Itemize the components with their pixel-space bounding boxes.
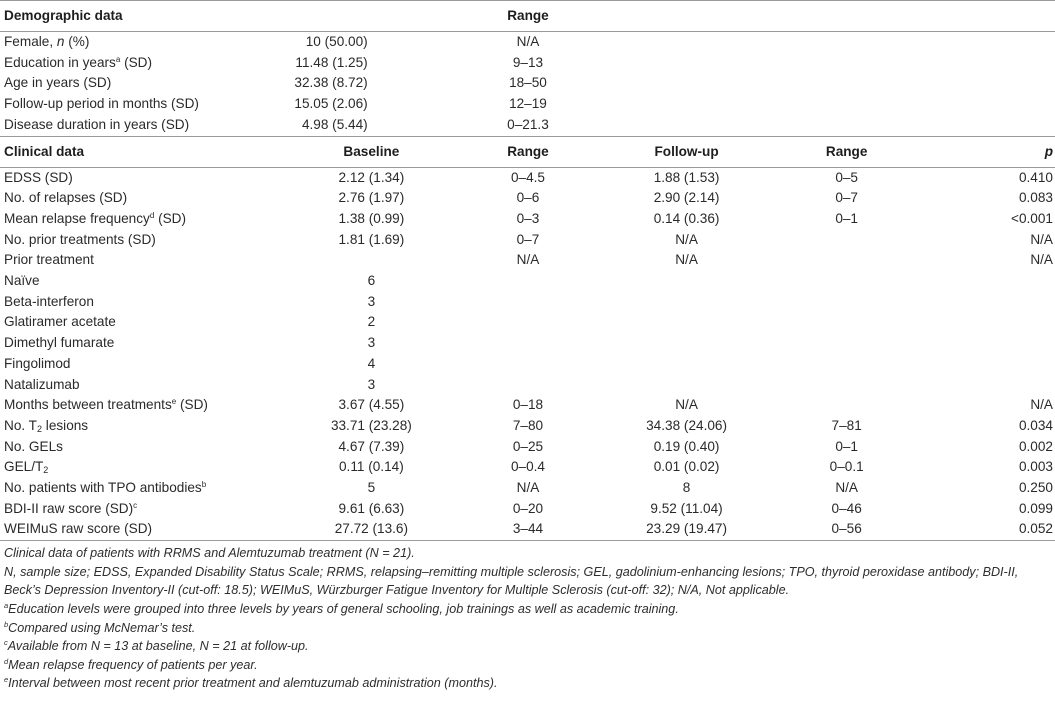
row-label <box>0 519 283 540</box>
baseline-range <box>456 292 597 313</box>
followup-range <box>773 395 917 416</box>
baseline-range: N/A <box>516 252 540 268</box>
followup-range: 0–1 <box>835 210 858 226</box>
baseline-value: 3 <box>367 376 376 392</box>
p-value: 0.083 <box>1018 190 1053 206</box>
baseline-value: 2.12 (1.34) <box>338 169 405 185</box>
label-tail: (SD) <box>120 54 153 70</box>
clinical-row <box>0 499 1055 520</box>
clinical-row <box>0 437 1055 458</box>
demographic-range: 12–19 <box>509 96 547 112</box>
p-value: N/A <box>1030 252 1053 268</box>
followup-value <box>596 354 773 375</box>
demographic-range: 18–50 <box>509 75 547 91</box>
baseline-range: 0–20 <box>512 500 544 516</box>
followup-range: 0–5 <box>835 169 858 185</box>
label-text: WEIMuS raw score (SD) <box>4 521 153 537</box>
demographic-title: Demographic data <box>0 1 283 32</box>
followup-range: 0–56 <box>773 519 917 540</box>
clinical-row <box>0 312 1055 333</box>
followup-range <box>773 271 917 292</box>
clinical-row <box>0 375 1055 396</box>
table-caption: Clinical data of patients with RRMS and Alemtuzumab treatment (N = 21). <box>4 546 415 561</box>
baseline-range <box>456 333 597 354</box>
label-text: No. T <box>4 417 37 433</box>
p-value: 0.410 <box>1018 169 1053 185</box>
followup-value: 0.14 (0.36) <box>653 210 720 226</box>
baseline-value: 27.72 (13.6) <box>283 519 456 540</box>
footnote-text: Interval between most recent prior treatment and alemtuzumab administration (months). <box>8 676 498 691</box>
label-text: EDSS (SD) <box>4 169 73 185</box>
followup-range: 0–0.1 <box>829 459 864 475</box>
clinical-row <box>0 230 1055 251</box>
label-text: Natalizumab <box>4 376 80 392</box>
footnote-text: Available from N = 13 at baseline, N = 21 at follow-up. <box>7 639 309 654</box>
followup-value: N/A <box>675 252 698 268</box>
baseline-range: 0–18 <box>512 397 544 413</box>
table-notes <box>0 541 1055 693</box>
subscript: 2 <box>37 423 43 434</box>
followup-range: N/A <box>835 480 858 496</box>
label-text: Naïve <box>4 273 40 289</box>
footnote-marker: a <box>115 54 121 64</box>
demographic-section <box>0 1 1055 137</box>
label-tail: lesions <box>42 417 89 433</box>
footnote <box>4 619 1055 638</box>
followup-value <box>596 312 773 333</box>
clinical-row <box>0 333 1055 354</box>
footnote <box>4 674 1055 693</box>
demographic-range-header: Range <box>456 1 597 32</box>
followup-range: 0–7 <box>835 190 858 206</box>
followup-value <box>596 292 773 313</box>
label-text: Female, <box>4 34 57 49</box>
followup-range: 0–46 <box>831 500 862 516</box>
range-header-baseline: Range <box>456 136 597 167</box>
p-value: 0.250 <box>1018 480 1053 496</box>
followup-value: N/A <box>675 231 698 247</box>
followup-value: 1.88 (1.53) <box>653 169 720 185</box>
clinical-row <box>0 457 1055 478</box>
p-value: 0.052 <box>916 519 1055 540</box>
p-value <box>916 333 1055 354</box>
footnotes-list <box>4 600 1055 693</box>
demographic-header-row <box>0 1 1055 32</box>
baseline-value: 0.11 (0.14) <box>339 459 404 475</box>
demographic-row <box>0 73 1055 94</box>
followup-value <box>596 333 773 354</box>
clinical-section <box>0 136 1055 541</box>
clinical-row <box>0 395 1055 416</box>
followup-range <box>773 250 917 271</box>
abbreviations-note: N, sample size; EDSS, Expanded Disability Status Scale; RRMS, relapsing–remitting multiple sclerosis; GEL, gadolinium-enhancing lesions; TPO, thyroid peroxidase antibody; BDI-II, Beck’s Depression Inventory-II (cut-off: 18.5); WEIMuS, Würzburger Fatigue Inventory for Multiple Sclerosis (cut-off: 32); N/A, Not applicable. <box>4 564 1019 598</box>
row-label <box>0 167 283 188</box>
demographic-value: 15.05 (2.06) <box>294 96 368 112</box>
p-value: 0.099 <box>1018 500 1053 516</box>
followup-range <box>773 333 917 354</box>
label-text: Dimethyl fumarate <box>4 335 115 351</box>
followup-range: 0–1 <box>835 438 858 454</box>
row-label <box>0 375 283 396</box>
baseline-range: 3–44 <box>456 519 597 540</box>
p-value-header: p <box>916 136 1055 167</box>
footnote-marker: c <box>133 500 138 510</box>
baseline-value: 3 <box>367 335 376 351</box>
footnote-marker: d <box>149 210 155 220</box>
footnote-mark: b <box>4 619 9 629</box>
label-text: No. patients with TPO antibodies <box>4 480 202 496</box>
label-text: Mean relapse frequency <box>4 210 150 226</box>
row-label <box>0 499 283 520</box>
label-text: Beta-interferon <box>4 293 94 309</box>
baseline-range <box>456 271 597 292</box>
footnote-mark: a <box>4 600 9 610</box>
footnote-marker: b <box>201 480 207 490</box>
label-text: Months between treatments <box>4 397 172 413</box>
baseline-value: 5 <box>367 480 376 496</box>
baseline-range <box>456 312 597 333</box>
baseline-range <box>456 375 597 396</box>
row-label <box>0 73 283 94</box>
row-label <box>0 230 283 251</box>
subscript: 2 <box>43 465 49 476</box>
followup-value: 0.01 (0.02) <box>653 459 720 475</box>
footnote-text: Education levels were grouped into three levels by years of general schooling, job trainings as well as academic training. <box>8 601 679 616</box>
followup-range <box>773 354 917 375</box>
baseline-range: 0–6 <box>516 190 540 206</box>
row-label <box>0 32 283 53</box>
clinical-title: Clinical data <box>0 136 283 167</box>
followup-value <box>596 271 773 292</box>
row-label <box>0 271 283 292</box>
baseline-value: 1.38 (0.99) <box>338 210 405 226</box>
clinical-row <box>0 250 1055 271</box>
p-value <box>916 312 1055 333</box>
clinical-row <box>0 209 1055 230</box>
baseline-value: 4.67 (7.39) <box>338 438 405 454</box>
clinical-header-row <box>0 136 1055 167</box>
baseline-value: 9.61 (6.63) <box>338 500 405 516</box>
followup-value: N/A <box>675 397 698 413</box>
row-label <box>0 478 283 499</box>
clinical-row <box>0 519 1055 540</box>
baseline-range: 0–3 <box>516 210 540 226</box>
demographic-value: 11.48 (1.25) <box>295 54 368 70</box>
followup-value: 2.90 (2.14) <box>653 190 720 206</box>
footnote-mark: e <box>4 675 9 685</box>
followup-range <box>773 375 917 396</box>
baseline-value: 2.76 (1.97) <box>338 190 405 206</box>
p-value: N/A <box>1030 231 1053 247</box>
baseline-range: 0–0.4 <box>510 459 545 475</box>
baseline-value: 2 <box>367 314 376 330</box>
clinical-row <box>0 167 1055 188</box>
footnote <box>4 600 1055 619</box>
label-text: BDI-II raw score (SD) <box>4 500 134 516</box>
row-label <box>0 94 283 115</box>
footnote-text: Mean relapse frequency of patients per year. <box>8 657 258 672</box>
range-header-followup: Range <box>773 136 917 167</box>
baseline-value: 33.71 (23.28) <box>330 417 412 433</box>
followup-value: 34.38 (24.06) <box>646 417 727 433</box>
row-label <box>0 354 283 375</box>
followup-value: 0.19 (0.40) <box>653 438 720 454</box>
baseline-range: 0–25 <box>512 438 544 454</box>
row-label <box>0 115 283 136</box>
followup-range <box>773 292 917 313</box>
p-value: N/A <box>1030 397 1053 413</box>
label-text: No. of relapses (SD) <box>4 190 128 206</box>
row-label <box>0 395 283 416</box>
p-value: 0.034 <box>1018 417 1053 433</box>
followup-value: 8 <box>682 480 691 496</box>
demographic-row <box>0 94 1055 115</box>
demographic-row <box>0 32 1055 53</box>
label-italic: n <box>56 34 65 49</box>
footnote <box>4 656 1055 675</box>
row-label <box>0 209 283 230</box>
demographic-row <box>0 53 1055 74</box>
footnote-mark: d <box>4 656 9 666</box>
baseline-range: 7–80 <box>512 417 544 433</box>
p-value <box>916 354 1055 375</box>
baseline-header: Baseline <box>283 136 456 167</box>
p-value <box>916 271 1055 292</box>
followup-range <box>773 312 917 333</box>
label-text: No. GELs <box>4 438 63 454</box>
row-label <box>0 188 283 209</box>
demographic-range: 9–13 <box>512 54 544 70</box>
baseline-range: 0–4.5 <box>510 169 545 185</box>
baseline-value <box>283 250 456 271</box>
baseline-range <box>456 354 597 375</box>
followup-value <box>596 375 773 396</box>
followup-value: 23.29 (19.47) <box>596 519 773 540</box>
label-text: Disease duration in years (SD) <box>4 116 190 132</box>
footnote-mark: c <box>4 638 8 648</box>
demographic-value: 4.98 (5.44) <box>283 115 456 136</box>
baseline-value: 6 <box>367 273 376 289</box>
clinical-row <box>0 271 1055 292</box>
label-tail: (SD) <box>176 397 208 413</box>
label-text: Prior treatment <box>4 252 94 268</box>
label-text: Fingolimod <box>4 355 71 371</box>
followup-header: Follow-up <box>596 136 773 167</box>
row-label <box>0 333 283 354</box>
row-label <box>0 437 283 458</box>
baseline-value: 1.81 (1.69) <box>338 231 405 247</box>
baseline-value: 3 <box>367 293 376 309</box>
label-tail: (SD) <box>154 210 187 226</box>
followup-value: 9.52 (11.04) <box>650 500 723 516</box>
footnote-text: Compared using McNemar’s test. <box>8 620 196 635</box>
label-text: Glatiramer acetate <box>4 314 116 330</box>
row-label <box>0 312 283 333</box>
demographic-range: N/A <box>516 34 540 49</box>
row-label <box>0 416 283 437</box>
label-text: Age in years (SD) <box>4 75 112 91</box>
baseline-range: N/A <box>516 480 540 496</box>
row-label <box>0 53 283 74</box>
label-tail: (%) <box>64 34 90 49</box>
footnote <box>4 637 1055 656</box>
label-text: No. prior treatments (SD) <box>4 231 156 247</box>
followup-range <box>773 230 917 251</box>
followup-range: 7–81 <box>831 417 862 433</box>
baseline-value: 4 <box>367 355 376 371</box>
label-text: Follow-up period in months (SD) <box>4 96 199 112</box>
baseline-range: 0–7 <box>516 231 540 247</box>
row-label <box>0 457 283 478</box>
demographic-value: 32.38 (8.72) <box>294 75 368 91</box>
clinical-row <box>0 354 1055 375</box>
row-label <box>0 292 283 313</box>
p-value: <0.001 <box>1011 210 1053 226</box>
baseline-value: 3.67 (4.55) <box>338 397 405 413</box>
p-value: 0.002 <box>1018 438 1053 454</box>
p-value <box>916 292 1055 313</box>
clinical-row <box>0 478 1055 499</box>
label-text: GEL/T <box>4 459 44 475</box>
demographic-row <box>0 115 1055 136</box>
clinical-row <box>0 416 1055 437</box>
label-text: Education in years <box>4 54 116 70</box>
demographic-range: 0–21.3 <box>456 115 597 136</box>
demographic-value: 10 (50.00) <box>305 34 368 49</box>
p-value <box>916 375 1055 396</box>
p-value: 0.003 <box>1018 459 1053 475</box>
row-label <box>0 250 283 271</box>
clinical-row <box>0 188 1055 209</box>
footnote-marker: e <box>171 397 177 407</box>
clinical-row <box>0 292 1055 313</box>
